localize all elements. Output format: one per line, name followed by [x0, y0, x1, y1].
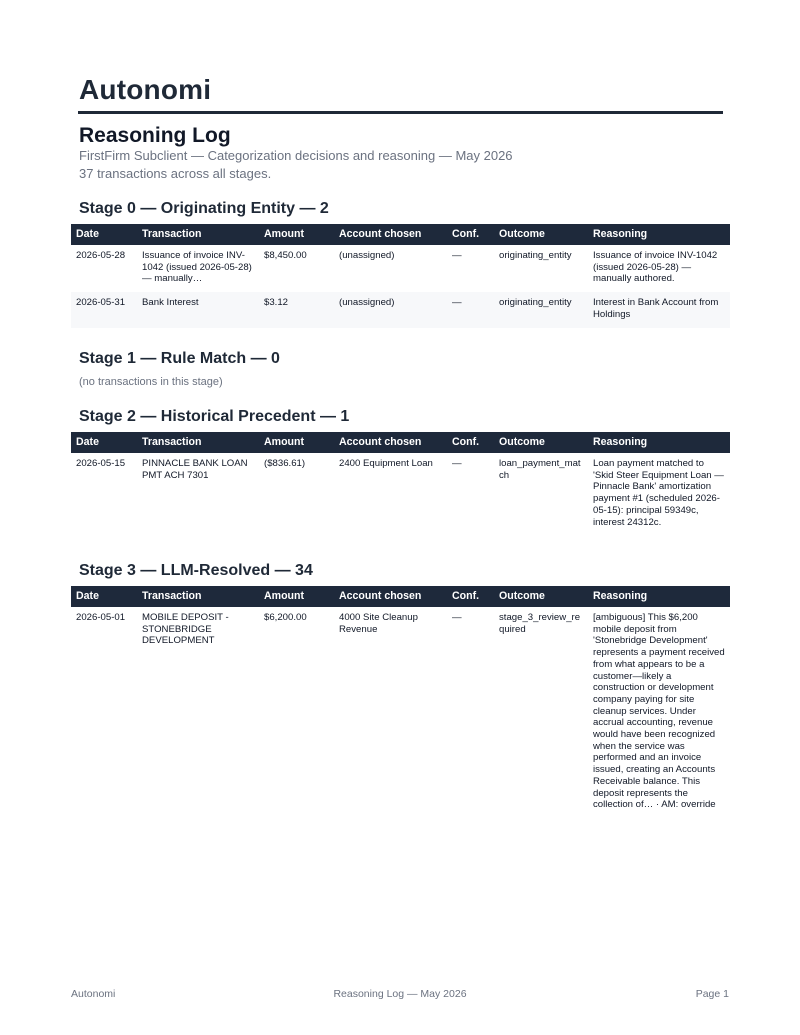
column-header-amount: Amount — [259, 432, 334, 453]
report-subtitle: FirstFirm Subclient — Categorization decisions and reasoning — May 2026 — [79, 148, 513, 163]
cell-date: 2026-05-31 — [71, 292, 137, 327]
report-summary: 37 transactions across all stages. — [79, 166, 272, 181]
stage-0-title: Stage 0 — Originating Entity — 2 — [79, 200, 329, 217]
cell-transaction: MOBILE DEPOSIT - STONEBRIDGE DEVELOPMENT — [142, 612, 229, 647]
cell-amount: ($836.61) — [264, 458, 306, 469]
cell-reasoning: Interest in Bank Account from Holdings — [588, 292, 730, 327]
cell-confidence: — — [452, 250, 462, 261]
stage-2-title: Stage 2 — Historical Precedent — 1 — [79, 408, 350, 425]
column-header-reasoning: Reasoning — [588, 432, 730, 453]
cell-reasoning: [ambiguous] This $6,200 mobile deposit from 'Stonebridge Development' represents a payment received from what appears to be a customer—likely a construction or development company paying for site cleanup services. Under accrual accounting, revenue would have been recognized when the service was performed and an invoice issued, creating an Accounts Receivable balance. This deposit represents the collection of… · AM: override — [593, 612, 725, 811]
column-header-account: Account chosen — [334, 432, 447, 453]
cell-date: 2026-05-28 — [76, 250, 126, 261]
table-row — [71, 292, 730, 327]
column-header-confidence: Conf. — [447, 224, 494, 245]
table-row — [71, 607, 730, 818]
column-header-amount: Amount — [259, 586, 334, 607]
column-header-reasoning: Reasoning — [588, 224, 730, 245]
column-header-transaction: Transaction — [137, 432, 259, 453]
cell-amount: $6,200.00 — [264, 612, 307, 623]
column-header-outcome: Outcome — [494, 432, 588, 453]
column-header-date: Date — [71, 432, 137, 453]
column-header-transaction: Transaction — [137, 224, 259, 245]
cell-outcome: originating_entity — [499, 250, 572, 261]
column-header-outcome: Outcome — [494, 586, 588, 607]
column-header-outcome: Outcome — [494, 224, 588, 245]
column-header-date: Date — [71, 586, 137, 607]
cell-confidence: — — [447, 292, 494, 327]
footer-title: Reasoning Log — May 2026 — [333, 988, 467, 1000]
cell-transaction: PINNACLE BANK LOAN PMT ACH 7301 — [142, 458, 248, 481]
table-header-row — [71, 432, 730, 453]
cell-transaction: Bank Interest — [137, 292, 259, 327]
cell-confidence: — — [452, 458, 462, 469]
table-header-row — [71, 224, 730, 245]
cell-reasoning: Loan payment matched to 'Skid Steer Equipment Loan — Pinnacle Bank' amortization payment #1 (scheduled 2026-05-15): principal 59349c, interest 24312c. — [593, 458, 724, 528]
stage-2-table — [71, 432, 730, 535]
table-header-row — [71, 586, 730, 607]
table-row — [71, 245, 730, 292]
cell-transaction: Issuance of invoice INV-1042 (issued 2026-05-28) — manually… — [142, 250, 252, 285]
cell-outcome: stage_3_review_required — [499, 612, 581, 635]
cell-account: (unassigned) — [334, 292, 447, 327]
column-header-account: Account chosen — [334, 224, 447, 245]
cell-outcome: originating_entity — [494, 292, 588, 327]
cell-account: 2400 Equipment Loan — [339, 458, 433, 469]
cell-account: 4000 Site Cleanup Revenue — [339, 612, 418, 635]
stage-3-table — [71, 586, 730, 818]
stage-0-table — [71, 224, 730, 328]
cell-reasoning: Issuance of invoice INV-1042 (issued 2026-05-28) — manually authored. — [593, 250, 718, 285]
cell-confidence: — — [452, 612, 462, 623]
cell-amount: $8,450.00 — [264, 250, 307, 261]
column-header-amount: Amount — [259, 224, 334, 245]
footer-brand: Autonomi — [71, 988, 116, 1000]
cell-account: (unassigned) — [339, 250, 395, 261]
cell-outcome: loan_payment_match — [499, 458, 581, 481]
stage-1-empty-note: (no transactions in this stage) — [79, 376, 223, 388]
table-row — [71, 453, 730, 535]
column-header-confidence: Conf. — [447, 586, 494, 607]
cell-amount: $3.12 — [259, 292, 334, 327]
cell-date: 2026-05-15 — [76, 458, 126, 469]
column-header-confidence: Conf. — [447, 432, 494, 453]
column-header-transaction: Transaction — [137, 586, 259, 607]
stage-1-title: Stage 1 — Rule Match — 0 — [79, 350, 280, 367]
stage-3-title: Stage 3 — LLM-Resolved — 34 — [79, 562, 313, 579]
page-number: Page 1 — [695, 988, 729, 1000]
column-header-reasoning: Reasoning — [588, 586, 730, 607]
page-title: Reasoning Log — [79, 124, 231, 147]
brand-title: Autonomi — [79, 74, 212, 105]
cell-date: 2026-05-01 — [76, 612, 126, 623]
column-header-date: Date — [71, 224, 137, 245]
column-header-account: Account chosen — [334, 586, 447, 607]
brand-divider — [78, 111, 723, 114]
